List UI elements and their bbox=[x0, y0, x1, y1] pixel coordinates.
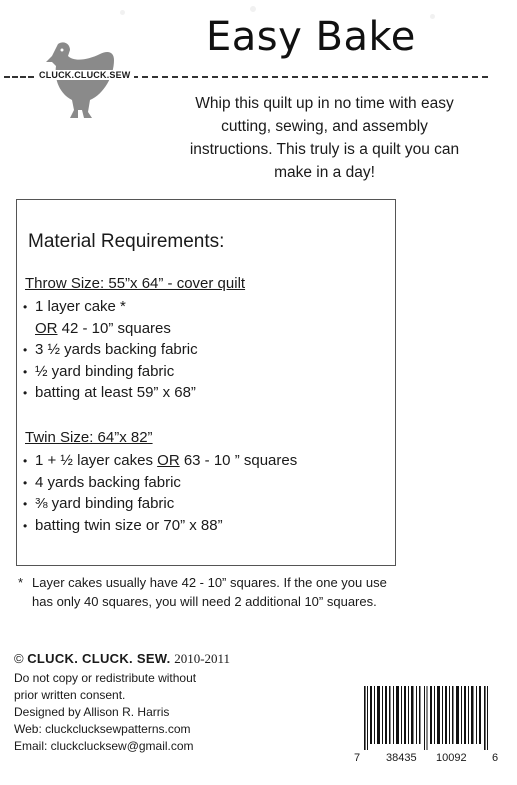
list-item bbox=[23, 472, 297, 494]
barcode-digit: 38435 bbox=[386, 752, 417, 764]
intro-text bbox=[152, 92, 497, 184]
bullet-icon: • bbox=[23, 386, 28, 400]
item-text: 42 - 10” squares bbox=[57, 319, 171, 337]
or-label: OR bbox=[157, 452, 180, 469]
list-item bbox=[23, 515, 297, 537]
copyright-line bbox=[14, 651, 230, 667]
barcode-digit: 10092 bbox=[436, 752, 467, 764]
intro-line: cutting, sewing, and assembly bbox=[221, 118, 428, 135]
item-text: ½ yard binding fabric bbox=[35, 362, 175, 380]
list-item bbox=[23, 493, 297, 515]
bullet-icon: • bbox=[23, 454, 28, 468]
item-text: batting at least 59” x 68” bbox=[35, 384, 196, 401]
intro-line: instructions. This truly is a quilt you can bbox=[189, 141, 460, 158]
bullet-icon: • bbox=[23, 518, 28, 533]
throw-size-list bbox=[23, 296, 198, 404]
list-item bbox=[23, 450, 297, 472]
twin-size-list bbox=[23, 450, 297, 536]
footer-info bbox=[14, 670, 196, 755]
email-line: Email: cluckclucksew@gmail.com bbox=[14, 739, 194, 753]
asterisk: * bbox=[18, 575, 24, 590]
item-text: 63 - 10 ” squares bbox=[179, 452, 298, 469]
intro-line: make in a day! bbox=[274, 164, 375, 181]
list-item bbox=[23, 361, 198, 383]
dashed-divider-left bbox=[4, 76, 34, 78]
copyright-icon: © bbox=[14, 651, 24, 666]
list-item bbox=[23, 382, 198, 404]
or-label: OR bbox=[35, 319, 58, 337]
item-text: 3 ½ yards backing fabric bbox=[35, 341, 198, 358]
materials-title: Material Requirements: bbox=[28, 231, 225, 252]
web-line: Web: cluckclucksewpatterns.com bbox=[14, 722, 191, 736]
bullet-icon: • bbox=[23, 497, 28, 511]
info-line: prior written consent. bbox=[14, 688, 126, 702]
bullet-icon: • bbox=[23, 300, 28, 314]
bg-dot bbox=[250, 6, 256, 12]
item-text: 1 layer cake * bbox=[35, 298, 126, 315]
barcode-digit: 6 bbox=[492, 752, 499, 764]
designer-line: Designed by Allison R. Harris bbox=[14, 705, 170, 719]
bullet-icon: • bbox=[23, 364, 28, 379]
item-text: 1 + ½ layer cakes bbox=[35, 452, 158, 469]
intro-line: Whip this quilt up in no time with easy bbox=[195, 95, 454, 112]
bullet-icon: • bbox=[23, 475, 28, 490]
hen-logo-icon bbox=[44, 38, 118, 126]
throw-size-heading: Throw Size: 55”x 64” - cover quilt bbox=[25, 275, 246, 292]
page-title: Easy Bake bbox=[206, 14, 416, 60]
note-line: Layer cakes usually have 42 - 10” squares. If the one you use bbox=[32, 575, 387, 590]
item-text: batting twin size or 70” x 88” bbox=[35, 516, 223, 534]
brand-tag: CLUCK.CLUCK.SEW bbox=[36, 70, 134, 80]
twin-size-heading: Twin Size: 64”x 82” bbox=[25, 429, 153, 446]
item-text: 4 yards backing fabric bbox=[35, 473, 181, 491]
info-line: Do not copy or redistribute without bbox=[14, 671, 197, 685]
list-item bbox=[23, 318, 198, 340]
material-requirements-box bbox=[16, 199, 396, 566]
bg-dot bbox=[430, 14, 435, 19]
bullet-icon: • bbox=[23, 343, 28, 357]
list-item bbox=[23, 339, 198, 361]
brand-name: CLUCK. CLUCK. SEW. bbox=[27, 651, 171, 666]
item-text: ⅜ yard binding fabric bbox=[35, 495, 175, 512]
dashed-divider-right bbox=[132, 76, 488, 78]
note-line: has only 40 squares, you will need 2 additional 10” squares. bbox=[32, 594, 377, 609]
barcode-icon bbox=[364, 686, 490, 750]
copyright-years: 2010-2011 bbox=[174, 651, 231, 666]
barcode-digit: 7 bbox=[354, 752, 361, 764]
list-item bbox=[23, 296, 198, 318]
bg-dot bbox=[120, 10, 125, 15]
